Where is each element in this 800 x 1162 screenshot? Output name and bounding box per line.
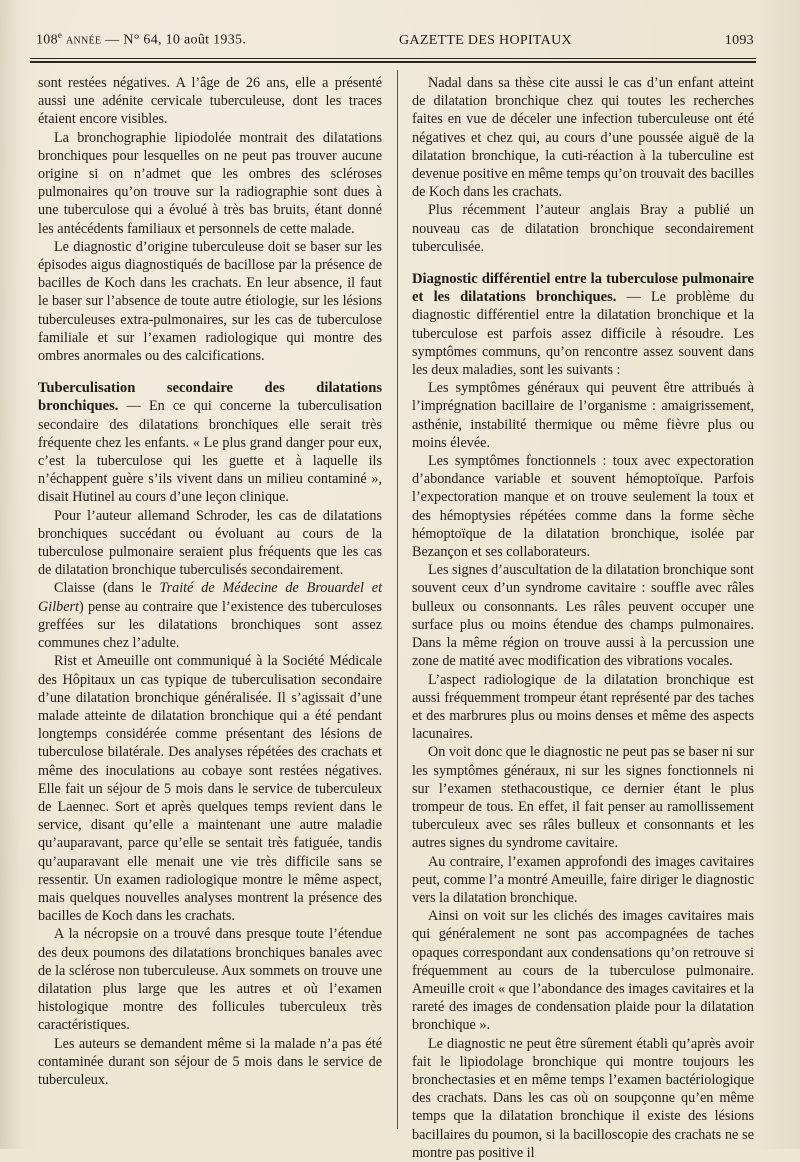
paragraph: Pour l’auteur allemand Schroder, les cas de dilatations bronchiques succédant ou évoluant au cours de la tuberculose pulmonaire seraient plus fréquents que les cas de dilatation bronchique tuberculisés secondairement.: [38, 507, 382, 579]
journal-title: GAZETTE DES HOPITAUX: [399, 32, 572, 48]
book-title: Traité de Médecine de Brouardel et Gilbert: [38, 580, 383, 615]
paragraph-text: ) pense au contraire que l’existence des tuberculoses greffées sur les dilatations bronchiques sont assez communes chez l’adulte.: [38, 598, 382, 652]
header-year: 108: [36, 32, 58, 48]
paragraph: La bronchographie lipiodolée montrait des dilatations bronchiques pour lesquelles on ne peut pas trouver aucune origine si on n’admet que les ombres des scléroses pulmonaires qu’on trouve sur la radiographie sont dues à une tuberculose qui a évolué à très bas bruits, étant donné les antécédents familiaux et personnels de cette malade.: [38, 129, 382, 237]
left-column: [38, 74, 382, 1135]
paragraph: sont restées négatives. A l’âge de 26 ans, elle a présenté aussi une adénite cervicale tuberculeuse, dont les traces étaient encore visibles.: [38, 75, 382, 128]
paragraph-text: Claisse (dans le: [54, 580, 160, 597]
right-column: [412, 74, 754, 1161]
paragraph: Au contraire, l’examen approfondi des images cavitaires peut, comme l’a montré Ameuille, faire diriger le diagnostic vers la dilatation bronchique.: [412, 853, 754, 906]
paragraph: Les signes d’auscultation de la dilatation bronchique sont souvent ceux d’un syndrome cavitaire : souffle avec râles bulleux ou consonnants. Les râles peuvent occuper une surface plus ou moins étendue des champs pulmonaires. Dans la même région on trouve aussi à la percussion une zone de matité avec modification des vibrations vocales.: [412, 562, 754, 670]
header-issue: — N° 64, 10 août 1935.: [105, 32, 247, 48]
header-year-sup: e: [57, 30, 63, 40]
page-header: [36, 30, 754, 56]
section-heading: Diagnostic différentiel entre la tuberculose pulmonaire et les dilatations bronchiques.: [412, 271, 754, 306]
paragraph: L’aspect radiologique de la dilatation bronchique est aussi fréquemment trompeur étant représenté par des taches et des marbrures plus ou moins denses et même des aspects lacunaires.: [412, 671, 754, 743]
paragraph: Rist et Ameuille ont communiqué à la Société Médicale des Hôpitaux un cas typique de tuberculisation secondaire d’une dilatation bronchique généralisée. Il s’agissait d’une malade atteinte de dilatation bronchique qui a été pendant longtemps considérée comme présentant des lésions de tuberculose bilatérale. Des analyses répétées des crachats et même des inoculations au cobaye sont restées négatives. Elle fait un séjour de 5 mois dans le service de tuberculeux de Laennec. Sort et après quelques temps revient dans le service, disant qu’elle a maintenant une autre maladie qu’auparavant, parce qu’elle se sentait très fatiguée, tandis qu’auparavant elle menait une vie très difficile sans se ressentir. Un examen radiologique montre le même aspect, mais quelques nouvelles analyses montrent la présence des bacilles de Koch dans les crachats.: [38, 653, 382, 925]
paragraph-text: — Le problème du diagnostic différentiel entre la dilatation bronchique et la tuberculose est parfois assez difficile à résoudre. Les symptômes communs, qu’on rencontre assez souvent dans les deux maladies, sont les suivants :: [412, 289, 754, 379]
paragraph: Les symptômes généraux qui peuvent être attribués à l’imprégnation bacillaire de l’organisme : amaigrissement, asthénie, instabilité thermique ou même fièvre plus ou moins élevée.: [412, 380, 754, 451]
paragraph: On voit donc que le diagnostic ne peut pas se baser ni sur les symptômes généraux, ni sur les signes fonctionnels ni sur l’examen stethacoustique, ce dernier étant le plus trompeur de tous. En effet, il fait penser au ramollissement tuberculeux avec ses râles bulleux et consonnants et les autres signes du syndrome cavitaire.: [412, 744, 754, 852]
section-heading: Tuberculisation secondaire des dilatations bronchiques.: [38, 380, 382, 415]
paragraph: Les auteurs se demandent même si la malade n’a pas été contaminée durant son séjour de 5 mois dans le service de tuberculeux.: [38, 1035, 382, 1088]
header-annee: année: [66, 32, 102, 48]
page-number: 1093: [724, 32, 754, 48]
paragraph-text: — En ce qui concerne la tuberculisation secondaire des dilatations bronchiques elle serait très fréquente chez les enfants. « Le plus grand danger pour eux, c’est la tuberculose qui les guette et à laquelle ils n’échappent guère s’ils vivent dans un milieu contaminé », disait Hutinel au cours d’une leçon clinique.: [38, 398, 382, 506]
paragraph: Nadal dans sa thèse cite aussi le cas d’un enfant atteint de dilatation bronchique chez qui toutes les recherches faites en vue de déceler une infection tuberculeuse ont été négatives et chez qui, au cours d’une poussée aiguë de la dilatation bronchique, la cuti-réaction à la tuberculine est devenue positive en même temps qu’on trouvait des bacilles de Koch dans les crachats.: [412, 75, 754, 201]
paragraph: Le diagnostic d’origine tuberculeuse doit se baser sur les épisodes aigus diagnostiqués de bacillose par la présence de bacilles de Koch dans les crachats. En leur absence, il faut le baser sur l’absence de toute autre étiologie, sur les lésions tuberculeuses extra-pulmonaires, sur les cas de tuberculose familiale et sur l’examen radiologique qui montre des ombres anormales ou des calcifications.: [38, 238, 382, 365]
header-rule-thin: [30, 58, 756, 59]
header-issue-info: [36, 30, 246, 49]
paragraph: Le diagnostic ne peut être sûrement établi qu’après avoir fait le lipiodolage bronchique qui montre toujours les bronchectasies et en même temps l’examen bactériologique des crachats. Dans les cas où on soupçonne qu’en même temps que la dilatation bronchique il existe des lésions bacillaires du poumon, si la bacilloscopie des crachats ne se montre pas positive il: [412, 1035, 754, 1161]
column-divider: [397, 70, 398, 1129]
paragraph: Ainsi on voit sur les clichés des images cavitaires mais qui généralement ne sont pas accompagnées de taches opaques correspondant aux condensations qu’on retrouve si fréquemment au cours de la tuberculose pulmonaire. Ameuille croit « que l’abondance des images cavitaires et la rareté des images de condensation plaide pour la dilatation bronchique ».: [412, 908, 754, 1034]
paragraph: Les symptômes fonctionnels : toux avec expectoration d’abondance variable et souvent hémoptoïque. Parfois l’expectoration manque et on trouve seulement la toux et des hémoptysies répétées comme dans la forme sèche hémoptoïque de la dilatation bronchique, isolée par Bezançon et ses collaborateurs.: [412, 453, 754, 561]
paragraph: Plus récemment l’auteur anglais Bray a publié un nouveau cas de dilatation bronchique secondairement tuberculisée.: [412, 202, 754, 255]
paragraph: A la nécropsie on a trouvé dans presque toute l’étendue des deux poumons des dilatations bronchiques banales avec de la sclérose non tuberculeuse. Aux sommets on trouve une dilatation plus large que les autres et où l’examen histologique montre des follicules tuberculeux très caractéristiques.: [38, 926, 382, 1034]
header-rule-thick: [30, 61, 756, 63]
paragraph: [38, 579, 382, 652]
